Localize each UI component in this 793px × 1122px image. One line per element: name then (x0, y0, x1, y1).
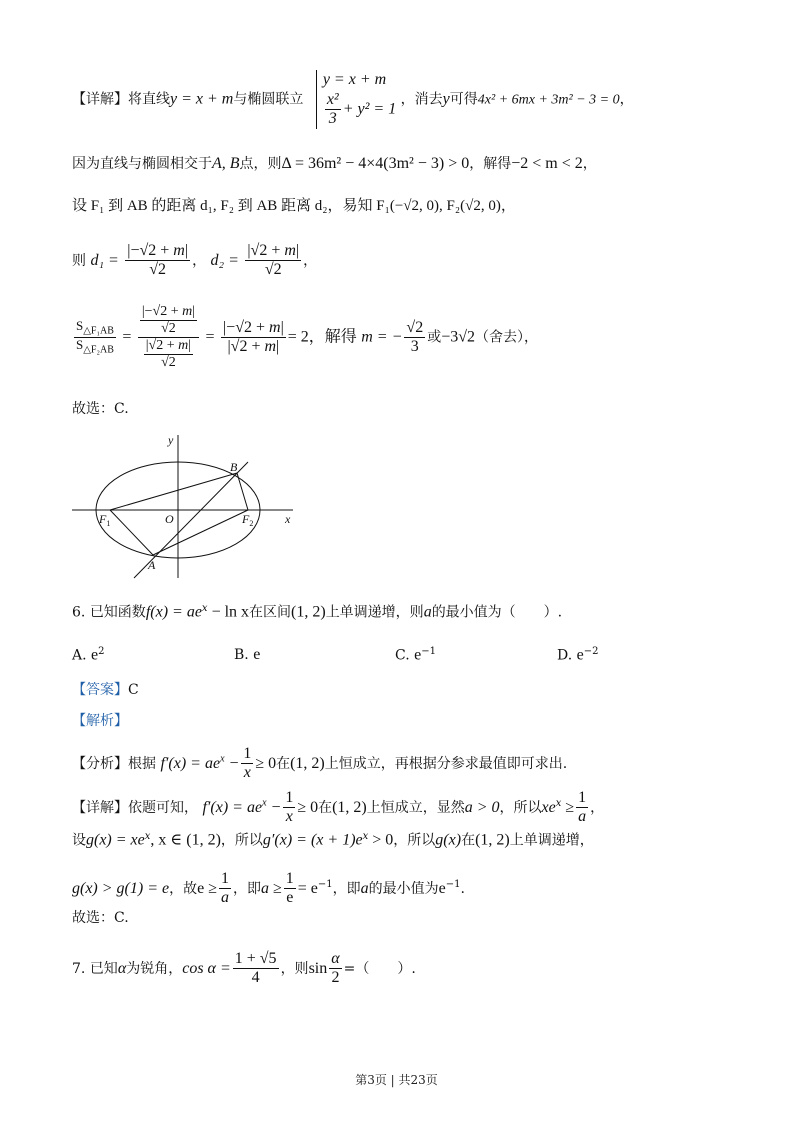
cos-fraction: $\frac{1 + √5}{4}$ (234, 950, 277, 987)
detail-line-2: 因为直线与椭圆相交于A, B点，则Δ = 36m² − 4×4(3m² − 3) > 0，解得−2 < m < 2， (72, 155, 597, 172)
q6-fenxi: 【分析】根据 $f'(x) = ae^x$ − $\frac{1}{x}$ ≥ 0在(1, 2)上恒成立，再根据分参求最值即可求出. (72, 745, 568, 782)
discriminant: Δ = 36m² − 4×4(3m² − 3) > 0 (281, 155, 470, 172)
label-a: A (148, 558, 156, 572)
equation-system: y = x + m $\frac{\text{x²}}{3}$ + y² = 1 (316, 70, 396, 129)
label-y: y (168, 433, 174, 447)
m-solution: $\frac{√2}{3}$ (406, 318, 424, 356)
q7-stem: 7. 已知α为锐角，cos α = $\frac{1 + √5}{4}$ ，则sin $\frac{\alpha}{2}$ =（ ）. (72, 950, 416, 987)
q6-analysis-tag: 【解析】 (72, 713, 128, 729)
quadratic-result: 4x² + 6mx + 3m² − 3 = 0 (477, 92, 620, 108)
d1-fraction: $\frac{|-√2 + m|}{√2}$ (127, 242, 189, 279)
choice-line-prev: 故选：C. (72, 401, 129, 417)
complex-fraction: $\frac{\frac{|-√2 + m|}{√2}}{\frac{|√2 + m|}{√2}}$ (138, 304, 199, 371)
detail-line-4: 则 d₁ = $\frac{|-√2 + m|}{√2}$ ， d₂ = $\frac{|√2 + m|}{√2}$ ， (72, 242, 318, 279)
q6-xiangjie-2: 设$g(x) = xe^x$, x ∈ (1, 2)，所以$g'(x) = (x + 1)e^x > 0$，所以g(x)在(1, 2)上单调递增， (72, 831, 594, 849)
area-ratio-line: $\frac{S_{\triangle F_1AB}}{S_{\triangle F_2AB}}$ = $\frac{\frac{|-√2 + m|}{√2}}{\frac{|√2 + m|}{√2}}$ = $\frac{|-√2 + m|}{|√2 + m|}$ = 2，解得 m = − $\frac{√2}{3}$ 或−3√2（舍去）， (76, 304, 538, 371)
area-ratio: $\frac{S_{\triangle F_1AB}}{S_{\triangle F_2AB}}$ (76, 318, 114, 356)
detail-line-1: 【详解】将直线y = x + m与椭圆联立 y = x + m $\frac{\text{x²}}{3}$ + y² = 1 ，消去y可得4x² + 6mx + 3m² − 3 = 0， (72, 71, 634, 128)
segment-bf2 (237, 473, 248, 510)
detail-line-3: 设 F₁ 到 AB 的距离 d₁, F₂ 到 AB 距离 d₂，易知 F₁(−√2, 0), F₂(√2, 0)， (72, 198, 516, 214)
q6-xiangjie-1: 【详解】依题可知， $f'(x) = ae^x$ − $\frac{1}{x}$ ≥ 0在(1, 2)上恒成立，显然a > 0，所以$xe^x$ ≥ $\frac{1}{a}$ ， (72, 789, 605, 826)
line-equation: y = x + m (170, 90, 234, 108)
q6-stem: 6. 已知函数$f(x) = ae^x - \ln x$在区间(1, 2)上单调递增，则a的最小值为（ ）. (72, 603, 563, 621)
q6-choice: 故选：C. (72, 910, 129, 926)
label-f2: $F_2$ (242, 512, 254, 528)
q6-option-b: B. e (234, 646, 261, 663)
d2-fraction: $\frac{|√2 + m|}{√2}$ (247, 242, 300, 279)
page-footer: 第3页 | 共23页 (355, 1073, 438, 1087)
label-x: x (285, 512, 291, 526)
q6-option-a: A. $e^2$ (72, 646, 105, 664)
simplified-fraction: $\frac{|-√2 + m|}{|√2 + m|}$ (222, 318, 284, 356)
half-angle: $\frac{\alpha}{2}$ (331, 950, 340, 987)
m-range: −2 < m < 2 (511, 155, 583, 172)
q6-xiangjie-3: g(x) > g(1) = e，故e ≥ $\frac{1}{a}$ ，即a ≥ $\frac{1}{e}$ = $e^{-1}$，即a的最小值为$e^{-1}$. (72, 870, 465, 907)
label-b: B (230, 460, 238, 474)
segment-f1a (110, 510, 153, 555)
ellipse-figure (68, 430, 308, 580)
label-f1: $F_1$ (99, 512, 111, 528)
q6-answer: 【答案】C (72, 682, 139, 698)
q6-option-d: D. $e^{-2}$ (557, 646, 599, 664)
q6-option-c: C. $e^{-1}$ (395, 646, 436, 664)
segment-f1b (110, 473, 237, 510)
label-o: O (165, 512, 174, 526)
fraction-x2-3: $\frac{\text{x²}}{3}$ (326, 90, 339, 128)
